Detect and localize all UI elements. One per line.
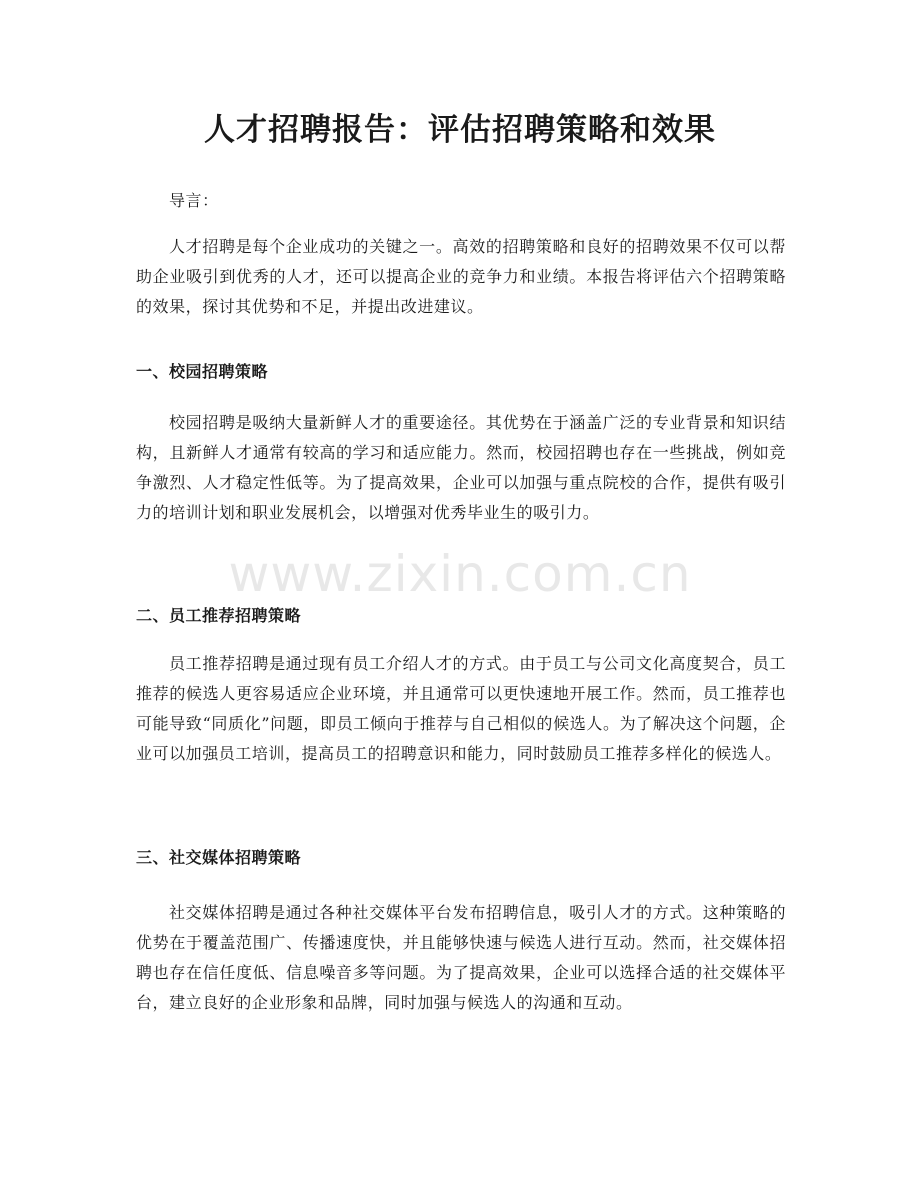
- section-heading-referral: 二、员工推荐招聘策略: [136, 606, 302, 625]
- section-heading-campus: 一、校园招聘策略: [136, 362, 269, 381]
- section-paragraph-campus: 校园招聘是吸纳大量新鲜人才的重要途径。其优势在于涵盖广泛的专业背景和知识结构，且新鲜人才通常有较高的学习和适应能力。然而，校园招聘也存在一些挑战，例如竞争激烈、人才稳定性低等。为了提高效果，企业可以加强与重点院校的合作，提供有吸引力的培训计划和职业发展机会，以增强对优秀毕业生的吸引力。: [136, 413, 786, 522]
- intro-paragraph: 人才招聘是每个企业成功的关键之一。高效的招聘策略和良好的招聘效果不仅可以帮助企业吸引到优秀的人才，还可以提高企业的竞争力和业绩。本报告将评估六个招聘策略的效果，探讨其优势和不足，并提出改进建议。: [136, 237, 786, 316]
- section-paragraph-social: 社交媒体招聘是通过各种社交媒体平台发布招聘信息，吸引人才的方式。这种策略的优势在于覆盖范围广、传播速度快，并且能够快速与候选人进行互动。然而，社交媒体招聘也存在信任度低、信息噪音多等问题。为了提高效果，企业可以选择合适的社交媒体平台，建立良好的企业形象和品牌，同时加强与候选人的沟通和互动。: [136, 903, 786, 1012]
- intro-label: 导言：: [169, 191, 219, 210]
- section-paragraph-referral: 员工推荐招聘是通过现有员工介绍人才的方式。由于员工与公司文化高度契合，员工推荐的候选人更容易适应企业环境，并且通常可以更快速地开展工作。然而，员工推荐也可能导致“同质化”问题，即员工倾向于推荐与自己相似的候选人。为了解决这个问题，企业可以加强员工培训，提高员工的招聘意识和能力，同时鼓励员工推荐多样化的候选人。: [136, 654, 786, 763]
- section-heading-social: 三、社交媒体招聘策略: [136, 848, 302, 867]
- watermark: www.zixin.com.cn: [228, 545, 692, 603]
- document-title: 人才招聘报告：评估招聘策略和效果: [204, 112, 716, 148]
